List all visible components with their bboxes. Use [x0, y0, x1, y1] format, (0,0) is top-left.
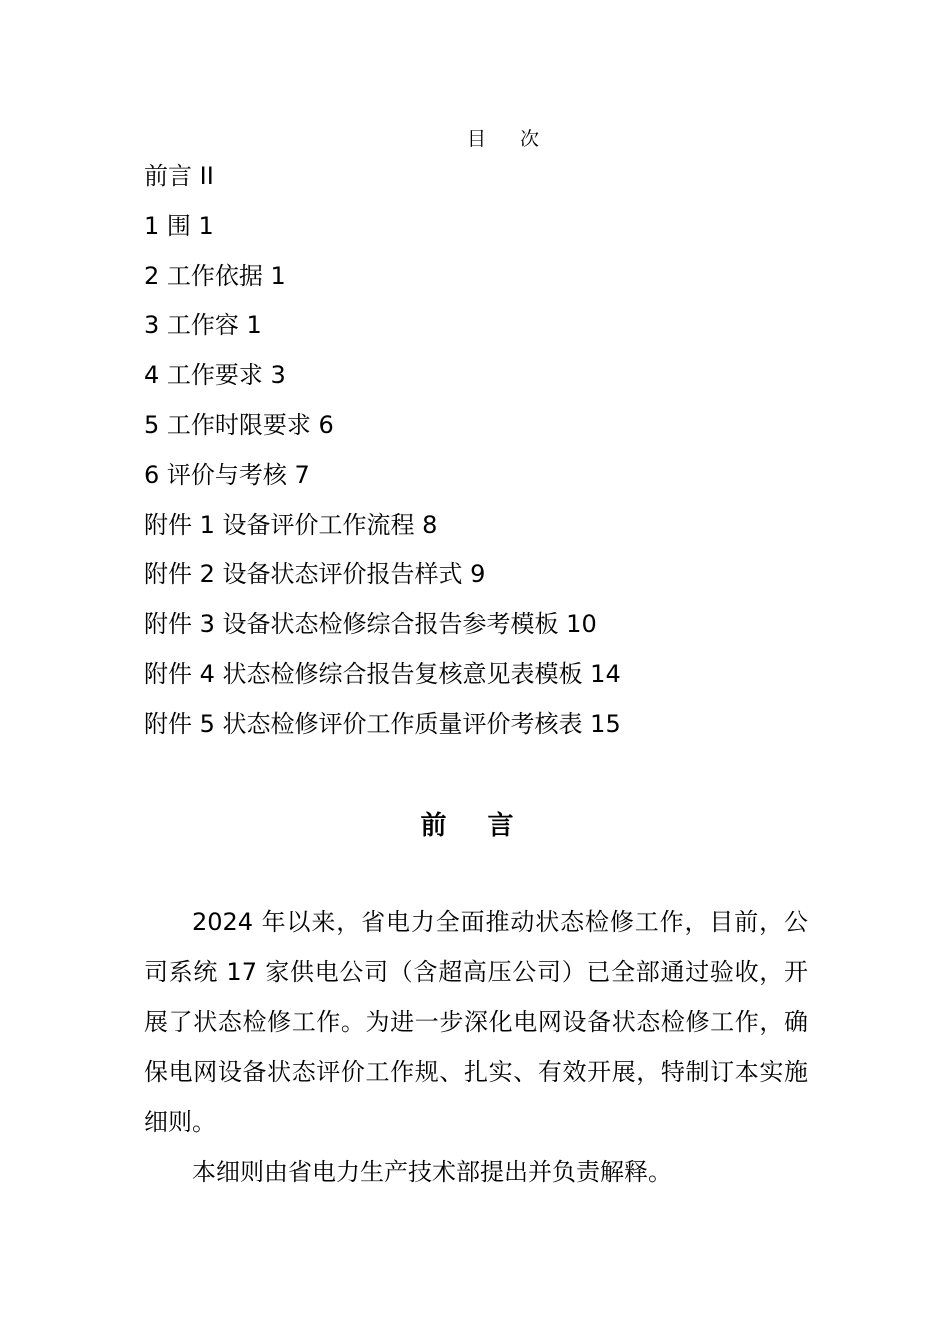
toc-item[interactable]	[144, 453, 621, 503]
toc-item[interactable]	[144, 403, 621, 453]
toc-item-page: II	[199, 162, 214, 190]
toc-item[interactable]	[144, 602, 621, 652]
preface-heading: 前 言	[420, 811, 530, 841]
toc-item-page: 1	[270, 261, 286, 290]
toc-item-label: 3 工作容	[144, 311, 239, 340]
toc-item-label: 附件 2 设备状态评价报告样式	[144, 560, 463, 589]
toc-item-page: 10	[566, 610, 597, 639]
toc-item[interactable]	[144, 552, 621, 602]
toc-list	[144, 154, 621, 752]
toc-item-page: 7	[294, 460, 310, 489]
toc-item[interactable]	[144, 254, 621, 304]
toc-item-page: 15	[590, 709, 621, 738]
toc-item-label: 2 工作依据	[144, 261, 263, 290]
toc-item-label: 附件 1 设备评价工作流程	[144, 510, 415, 539]
toc-item-label: 附件 3 设备状态检修综合报告参考模板	[144, 610, 559, 639]
toc-item[interactable]	[144, 303, 621, 353]
preface-body	[144, 897, 808, 1197]
toc-item-page: 3	[270, 361, 286, 390]
toc-item-page: 9	[470, 560, 486, 589]
toc-item-label: 附件 5 状态检修评价工作质量评价考核表	[144, 709, 583, 738]
toc-item-label: 5 工作时限要求	[144, 410, 311, 439]
toc-item[interactable]	[144, 702, 621, 752]
toc-item[interactable]	[144, 652, 621, 702]
toc-item-label: 4 工作要求	[144, 361, 263, 390]
toc-item-page: 8	[422, 510, 438, 539]
toc-item[interactable]	[144, 154, 621, 204]
toc-item-label: 1 围	[144, 211, 191, 240]
toc-item-page: 14	[590, 659, 621, 688]
toc-item[interactable]	[144, 503, 621, 553]
toc-heading: 目 次	[466, 128, 554, 150]
toc-item-label: 附件 4 状态检修综合报告复核意见表模板	[144, 659, 583, 688]
toc-item-page: 1	[246, 311, 262, 340]
toc-item-label: 前言	[144, 162, 192, 190]
toc-item-label: 6 评价与考核	[144, 460, 287, 489]
toc-item-page: 1	[198, 211, 214, 240]
toc-item[interactable]	[144, 204, 621, 254]
toc-item[interactable]	[144, 353, 621, 403]
preface-paragraph: 2024 年以来，省电力全面推动状态检修工作，目前，公司系统 17 家供电公司（含超高压公司）已全部通过验收，开展了状态检修工作。为进一步深化电网设备状态检修工作，确保电网设备状态评价工作规、扎实、有效开展，特制订本实施细则。	[144, 908, 808, 1136]
preface-paragraph: 本细则由省电力生产技术部提出并负责解释。	[192, 1158, 672, 1186]
toc-item-page: 6	[318, 410, 334, 439]
